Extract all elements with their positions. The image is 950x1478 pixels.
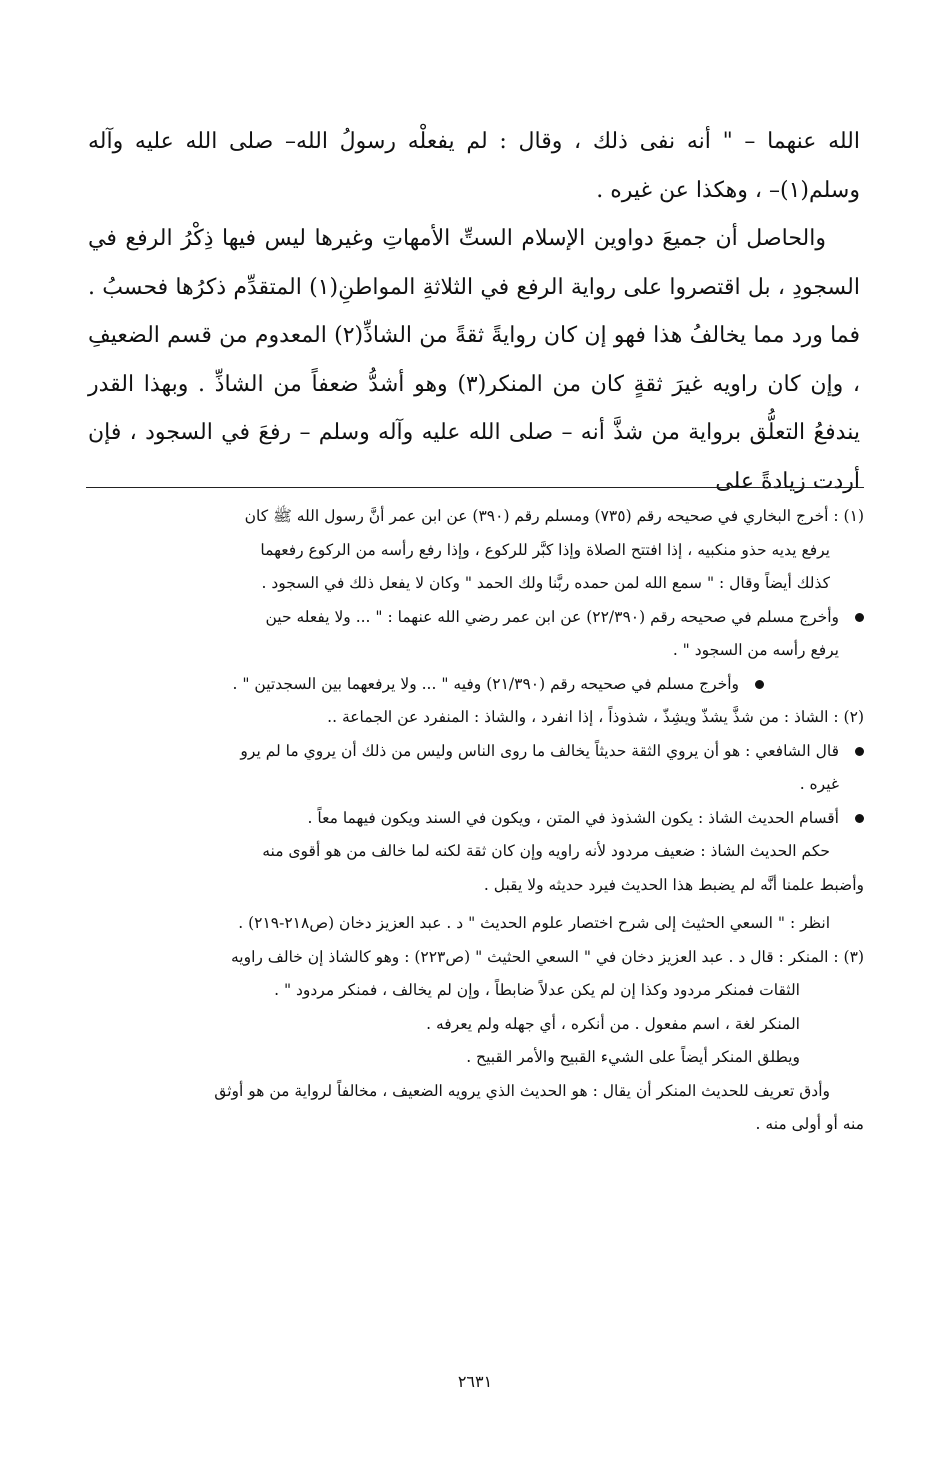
footnote-3-line: وأدق تعريف للحديث المنكر أن يقال : هو الحديث الذي يرويه الضعيف ، مخالفاً لرواية من هو أوثق (214, 1081, 830, 1100)
footnote-1-line: يرفع يديه حذو منكبيه ، إذا افتتح الصلاة وإذا كبَّر للركوع ، وإذا رفع رأسه من الركوع رفعهما (260, 540, 830, 559)
footnote-1-line: (١) : أخرج البخاري في صحيحه رقم (٧٣٥) ومسلم رقم (٣٩٠) عن ابن عمر أنَّ رسول الله ﷺ كان (244, 507, 864, 525)
list-item (86, 735, 864, 802)
footnote-2-reference: انظر : " السعي الحثيث إلى شرح اختصار علوم الحديث " د . عبد العزيز دخان (ص٢١٨-٢١٩) . (238, 914, 830, 932)
footnote-2-line: (٢) : الشاذ : من شذَّ يشذّ ويشِذّ ، شذوذاً ، إذا انفرد ، والشاذ : المنفرد عن الجماعة .. (327, 708, 864, 726)
footnote-2-line: وأضبط علمنا أنَّه لم يضبط هذا الحديث فيرد حديثه ولا يقبل . (483, 875, 864, 894)
main-text (88, 118, 860, 506)
list-item-text: قال الشافعي : هو أن يروي الثقة حديثاً يخالف ما روى الناس وليس من ذلك أن يروي ما لم يرو (240, 741, 839, 760)
footnote-1-line: كذلك أيضاً وقال : " سمع الله لمن حمده ربَّنا ولك الحمد " وكان لا يفعل ذلك في السجود . (261, 574, 830, 592)
footnote-separator (86, 487, 864, 488)
list-item (86, 802, 864, 836)
bullet-icon (855, 613, 864, 622)
list-item-text: وأخرج مسلم في صحيحه رقم (٢١/٣٩٠) وفيه " ... ولا يرفعهما بين السجدتين " . (232, 674, 739, 693)
bullet-icon (755, 680, 764, 689)
bullet-icon (855, 747, 864, 756)
paragraph: والحاصل أن جميعَ دواوين الإسلام الستِّ الأمهاتِ وغيرها ليس فيها ذِكْرُ الرفع في السجودِ ، بل اقتصروا على رواية الرفع في الثلاثةِ المواطنِ(١) المتقدِّم ذكرُها فحسبُ . فما ورد مما يخالفُ هذا فهو إن كان روايةً ثقةً من الشاذِّ(٢) المعدوم من قسم الضعيفِ ، وإن كان راويه غيرَ ثقةٍ كان من المنكر(٣) وهو أشدُّ ضعفاً من الشاذِّ . وبهذا القدر يندفعُ التعلُّق برواية من شذَّ أنه – صلى الله عليه وآله وسلم – رفعَ في السجود ، فإن أردت زيادةً على (88, 226, 861, 494)
list-item-text: وأخرج مسلم في صحيحه رقم (٢٢/٣٩٠) عن ابن عمر رضي الله عنهما : " ... ولا يفعله حين (265, 607, 839, 626)
footnote-3-line: ويطلق المنكر أيضاً على الشيء القبيح والأمر القبيح . (466, 1048, 800, 1066)
list-item-text: أقسام الحديث الشاذ : يكون الشذوذ في المتن ، ويكون في السند ويكون فيهما معاً . (307, 808, 839, 827)
footnote-3-line: (٣) : المنكر : قال د . عبد العزيز دخان في " السعي الحثيث " (ص٢٢٣) : وهو كالشاذ إن خالف راويه (230, 947, 864, 966)
list-item-text: غيره . (799, 775, 839, 793)
footnotes (86, 500, 864, 1142)
paragraph: الله عنهما – " أنه نفى ذلك ، وقال : لم يفعلْه رسولُ الله– صلى الله عليه وآله وسلم(١)– ، وهكذا عن غيره . (88, 129, 860, 203)
list-item-text: يرفع رأسه من السجود " . (672, 641, 839, 659)
footnote-2-line: حكم الحديث الشاذ : ضعيف مردود لأنه راويه وإن كان ثقة لكنه لما خالف من هو أقوى منه (262, 842, 830, 860)
footnote-3-line: المنكر لغة ، اسم مفعول . من أنكره ، أي جهله ولم يعرفه . (426, 1014, 800, 1033)
footnote-3-line: الثقات فمنكر مردود وكذا إن لم يكن عدلاً ضابطاً ، وإن لم يخالف ، فمنكر مردود " . (274, 981, 800, 999)
list-item (86, 668, 864, 702)
page-number: ٢٦٣١ (457, 1372, 493, 1391)
list-item (86, 601, 864, 668)
footnote-3-line: منه أو أولى منه . (755, 1115, 864, 1133)
bullet-icon (855, 814, 864, 823)
